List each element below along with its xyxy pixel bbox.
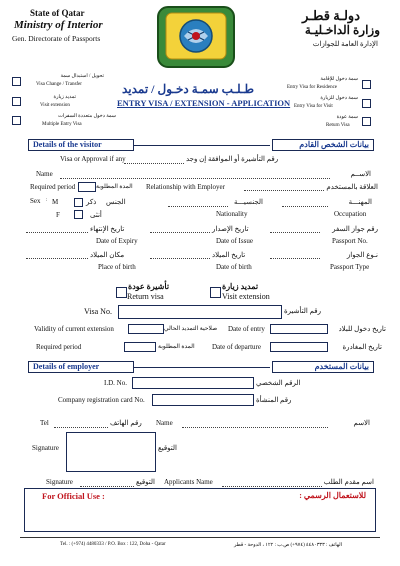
option-label-en: Multiple Entry Visa — [42, 122, 82, 127]
company-field[interactable] — [152, 394, 254, 406]
residence-visa-checkbox[interactable] — [362, 80, 371, 89]
official-use-label-en: For Official Use : — [42, 491, 105, 501]
passport-no-field[interactable] — [270, 232, 320, 233]
app-signature-label-en: Signature — [46, 478, 73, 486]
visa-change-checkbox[interactable] — [12, 77, 21, 86]
option-label-en: Return Visa — [326, 123, 350, 128]
sex-colon: : — [46, 198, 48, 203]
date-expiry-label-ar: تاريخ الإنتهاء — [90, 225, 125, 233]
footer-contact-ar: الهاتف : ٤٤٨٠٣٣٣ (٩٧٤+) ص.ب : ١٢٢ ، الدوحة - قطر — [234, 543, 342, 548]
date-birth-label-en: Date of birth — [216, 263, 252, 271]
validity-label-ar: صلاحية التمديد الحالي — [164, 326, 218, 332]
date-entry-field[interactable] — [270, 324, 328, 334]
visit-extension-label-en: Visit extension — [222, 292, 270, 301]
visa-no-field[interactable] — [118, 305, 282, 319]
employer-section-header-en — [28, 361, 134, 373]
section-rule — [134, 367, 270, 368]
en-dept: Gen. Directorate of Passports — [12, 34, 101, 43]
passport-no-label-ar: رقم جواز السفر — [332, 225, 378, 233]
passport-type-field[interactable] — [270, 258, 320, 259]
passports-emblem-logo — [152, 4, 240, 72]
nationality-label-ar: الجنسيـــة — [234, 198, 263, 206]
validity-field[interactable] — [128, 324, 164, 334]
company-label-ar: رقم المنشأة — [256, 396, 292, 404]
date-entry-label-ar: تاريخ دخول للبلاد — [338, 325, 386, 333]
tel-field[interactable] — [54, 427, 108, 428]
validity-label-en: Validity of current extension — [34, 325, 114, 333]
return-visa-option-checkbox[interactable] — [116, 287, 127, 298]
date-issue-field[interactable] — [150, 232, 210, 233]
tel-label-ar: رقم الهاتف — [110, 419, 142, 427]
date-departure-label-en: Date of departure — [212, 343, 261, 351]
ar-dept: الإدارة العامة للجوازات — [312, 40, 378, 48]
employer-name-field[interactable] — [182, 427, 328, 428]
form-title-ar: طـلـب سمـة دخـول / تمديد — [121, 82, 254, 96]
emp-name-label-ar: الاسم — [353, 419, 370, 427]
nationality-field[interactable] — [168, 206, 228, 207]
option-label-ar: سمة دخول للإقامة — [320, 77, 358, 82]
employer-title-ar: بيانات المستخدم — [314, 362, 369, 371]
option-label-en: Entry Visa for Visit — [294, 104, 333, 109]
female-label-ar: أنثى — [90, 211, 102, 219]
tel-label-en: Tel — [40, 419, 49, 427]
id-no-field[interactable] — [132, 377, 254, 389]
date-expiry-field[interactable] — [26, 232, 88, 233]
nationality-label-en: Nationality — [216, 210, 248, 218]
passport-type-label-en: Passport Type — [330, 263, 370, 271]
date-issue-label-en: Date of Issue — [216, 237, 253, 245]
ar-state: دولـة قطـر — [302, 8, 360, 23]
employer-title-en: Details of employer — [33, 362, 100, 371]
visit-extension-checkbox[interactable] — [12, 97, 21, 106]
official-use-label-ar: للاستعمال الرسمي : — [299, 491, 366, 500]
sex-label-en: Sex — [30, 197, 41, 205]
date-birth-field[interactable] — [150, 258, 210, 259]
passport-type-label-ar: نـوع الجواز — [346, 251, 378, 259]
name-label-ar: الاســم — [350, 170, 371, 178]
visa-no-label-ar: رقم التأشيرة — [284, 307, 321, 315]
option-label-en: Visa Change / Transfer — [36, 82, 82, 87]
required-period-label-ar: المدة المطلوبة — [96, 184, 133, 190]
place-birth-label-ar: مكان الميلاد — [90, 251, 125, 259]
ar-ministry: وزارة الداخـليـة — [304, 23, 380, 37]
female-label-en: F — [56, 211, 60, 219]
return-visa-label-ar: تأشيرة عودة — [128, 282, 170, 291]
req-period2-label-en: Required period — [36, 343, 82, 351]
en-state: State of Qatar — [30, 8, 85, 18]
date-expiry-label-en: Date of Expiry — [96, 237, 138, 245]
applicants-name-label-ar: اسم مقدم الطلب — [323, 478, 374, 486]
date-departure-field[interactable] — [270, 342, 328, 352]
visitor-title-ar: بيانات الشخص القادم — [299, 140, 369, 149]
return-visa-checkbox[interactable] — [362, 117, 371, 126]
male-checkbox[interactable] — [74, 198, 83, 207]
employer-signature-field[interactable] — [66, 432, 156, 472]
visa-approval-label-en: Visa or Approval if any — [60, 155, 126, 163]
relationship-field[interactable] — [244, 190, 324, 191]
footer-rule — [20, 537, 380, 538]
sex-label-ar: الجنس — [106, 198, 126, 206]
option-label-en: Entry Visa for Residence — [287, 85, 338, 90]
date-entry-label-en: Date of entry — [228, 325, 265, 333]
required-period-field[interactable] — [78, 182, 96, 192]
section-rule — [134, 145, 270, 146]
form-title-en: ENTRY VISA / EXTENSION - APPLICATION — [117, 98, 291, 108]
option-label-ar: سمة دخول متعددة السفرات — [58, 114, 116, 119]
relationship-label-ar: العلاقة بالمستخدم — [326, 183, 378, 191]
option-label-ar: سمة عودة — [336, 115, 358, 120]
req-period2-label-ar: المدة المطلوبة — [158, 344, 195, 350]
occupation-field[interactable] — [282, 206, 328, 207]
id-no-label-ar: الرقم الشخصي — [256, 379, 301, 387]
visa-no-label-en: Visa No. — [84, 307, 112, 316]
visit-extension-option-checkbox[interactable] — [210, 287, 221, 298]
visit-visa-checkbox[interactable] — [362, 99, 371, 108]
date-departure-label-ar: تاريخ المغادرة — [342, 343, 382, 351]
applicants-name-label-en: Applicants Name — [164, 478, 213, 486]
male-label-ar: ذكر — [86, 198, 97, 206]
relationship-label-en: Relationship with Employer — [146, 183, 225, 191]
option-label-ar: سمة دخول للزيارة — [320, 96, 358, 101]
footer-contact-en: Tel. : (+974) 4480333 / P.O. Box : 122, Doha - Qatar — [60, 542, 166, 547]
occupation-label-ar: المهنـــة — [348, 198, 372, 206]
male-label-en: M — [52, 198, 59, 206]
app-signature-label-ar: التوقيع — [136, 478, 155, 486]
name-label-en: Name — [36, 170, 53, 178]
emp-signature-label-en: Signature — [32, 444, 59, 452]
applicant-signature-field[interactable] — [80, 486, 134, 487]
place-birth-label-en: Place of birth — [98, 263, 136, 271]
option-label-ar: تمديد زيارة — [53, 95, 76, 100]
visitor-section-header-ar — [272, 139, 374, 151]
passport-no-label-en: Passport No. — [332, 237, 368, 245]
date-birth-label-ar: تاريخ الميلاد — [212, 251, 246, 259]
emp-signature-label-ar: التوقيع — [158, 444, 177, 452]
return-visa-label-en: Return visa — [127, 292, 164, 301]
employer-section-header-ar — [272, 361, 374, 373]
option-label-en: Visit extension — [40, 103, 70, 108]
required-period-label-en: Required period — [30, 183, 76, 191]
id-no-label-en: I.D. No. — [104, 379, 127, 387]
place-birth-field[interactable] — [26, 258, 88, 259]
visitor-section-header-en — [28, 139, 134, 151]
en-ministry: Ministry of Interior — [14, 19, 103, 31]
option-label-ar: تحويل / استبدال سمة — [60, 74, 104, 79]
date-issue-label-ar: تاريخ الإصدار — [212, 225, 249, 233]
visitor-title-en: Details of the visitor — [33, 140, 102, 149]
visitor-name-field[interactable] — [60, 178, 330, 179]
visa-approval-label-ar: رقم التأشيرة أو الموافقة إن وجد — [186, 155, 279, 163]
female-checkbox[interactable] — [74, 210, 83, 219]
applicant-name-field[interactable] — [222, 486, 322, 487]
multiple-entry-checkbox[interactable] — [12, 116, 21, 125]
occupation-label-en: Occupation — [334, 210, 367, 218]
visit-extension-label-ar: تمديد زيارة — [222, 282, 259, 291]
company-label-en: Company registration card No. — [58, 396, 145, 404]
req-period2-field[interactable] — [124, 342, 156, 352]
emp-name-label-en: Name — [156, 419, 173, 427]
visa-approval-field[interactable] — [124, 163, 184, 164]
